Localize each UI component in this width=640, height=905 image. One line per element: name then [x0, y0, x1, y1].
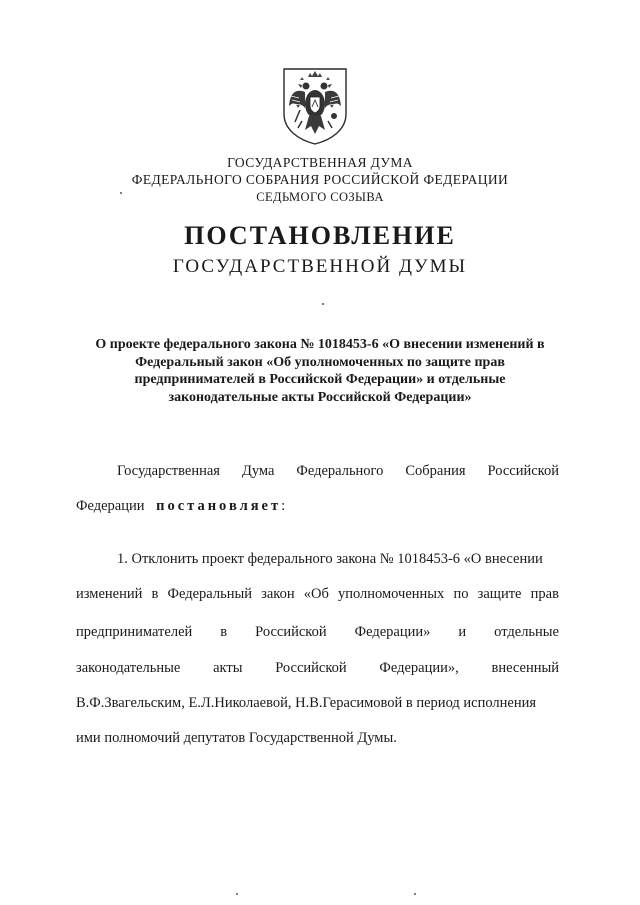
item-word: акты [213, 660, 243, 676]
document-type-title: ПОСТАНОВЛЕНИЕ [184, 221, 456, 250]
decree-word: постановляет [156, 498, 282, 514]
item-word: Российской [275, 660, 347, 676]
subject-line: Федеральный закон «Об уполномоченных по защите прав [135, 354, 505, 370]
item-line [76, 585, 559, 603]
subject-line: предпринимателей в Российской Федерации» и отдельные [134, 372, 506, 387]
convocation: СЕДЬМОГО СОЗЫВА [256, 190, 384, 204]
item-line [76, 623, 559, 641]
item-word: Федерации» [354, 624, 431, 640]
subject-line: О проекте федерального закона № 1018453-6 «О внесении изменений в [95, 337, 545, 352]
item-line: ими полномочий депутатов Государственной Думы. [76, 730, 397, 746]
item-word: защите [477, 586, 522, 602]
item-word: «Об [303, 586, 329, 602]
item-word: отдельные [494, 624, 559, 640]
item-word: и [458, 624, 467, 640]
preamble-word: Дума [241, 463, 275, 479]
scan-speck [414, 893, 416, 895]
item-word: в [151, 586, 159, 602]
document-issuer: ГОСУДАРСТВЕННОЙ ДУМЫ [172, 256, 468, 277]
item-word: уполномоченных [337, 586, 445, 602]
preamble-word: Федерального [296, 463, 384, 479]
preamble-line [76, 497, 285, 515]
item-word: внесенный [491, 660, 559, 676]
preamble-word: Российской [487, 463, 559, 479]
preamble-word: Государственная [117, 463, 220, 479]
item-word: прав [530, 586, 559, 602]
item-word: Федеральный [167, 586, 252, 602]
item-word: изменений [76, 586, 143, 602]
item-word: по [453, 586, 469, 602]
preamble-word: Федерации [76, 498, 145, 514]
item-word: Российской [255, 624, 327, 640]
scan-speck [236, 893, 238, 895]
assembly-name: ФЕДЕРАЛЬНОГО СОБРАНИЯ РОССИЙСКОЙ ФЕДЕРАЦИИ [131, 172, 509, 187]
scan-speck [322, 303, 324, 305]
russian-coat-of-arms-icon [281, 66, 349, 146]
scan-speck [120, 192, 122, 194]
parliament-name: ГОСУДАРСТВЕННАЯ ДУМА [227, 155, 413, 170]
document-subject [70, 336, 570, 406]
subject-line: законодательные акты Российской Федерации» [168, 389, 472, 405]
item-line: В.Ф.Звагельским, Е.Л.Николаевой, Н.В.Герасимовой в период исполнения [76, 695, 537, 711]
item-word: предпринимателей [76, 624, 193, 640]
item-word: Федерации», [379, 660, 459, 676]
preamble-line [117, 462, 559, 480]
item-line: 1. Отклонить проект федерального закона № 1018453-6 «О внесении [117, 551, 543, 567]
item-word: законодательные [76, 660, 181, 676]
item-word: закон [261, 586, 295, 602]
item-line [76, 659, 559, 677]
preamble-word: Собрания [405, 463, 466, 479]
colon: : [281, 498, 286, 514]
item-word: в [220, 624, 228, 640]
